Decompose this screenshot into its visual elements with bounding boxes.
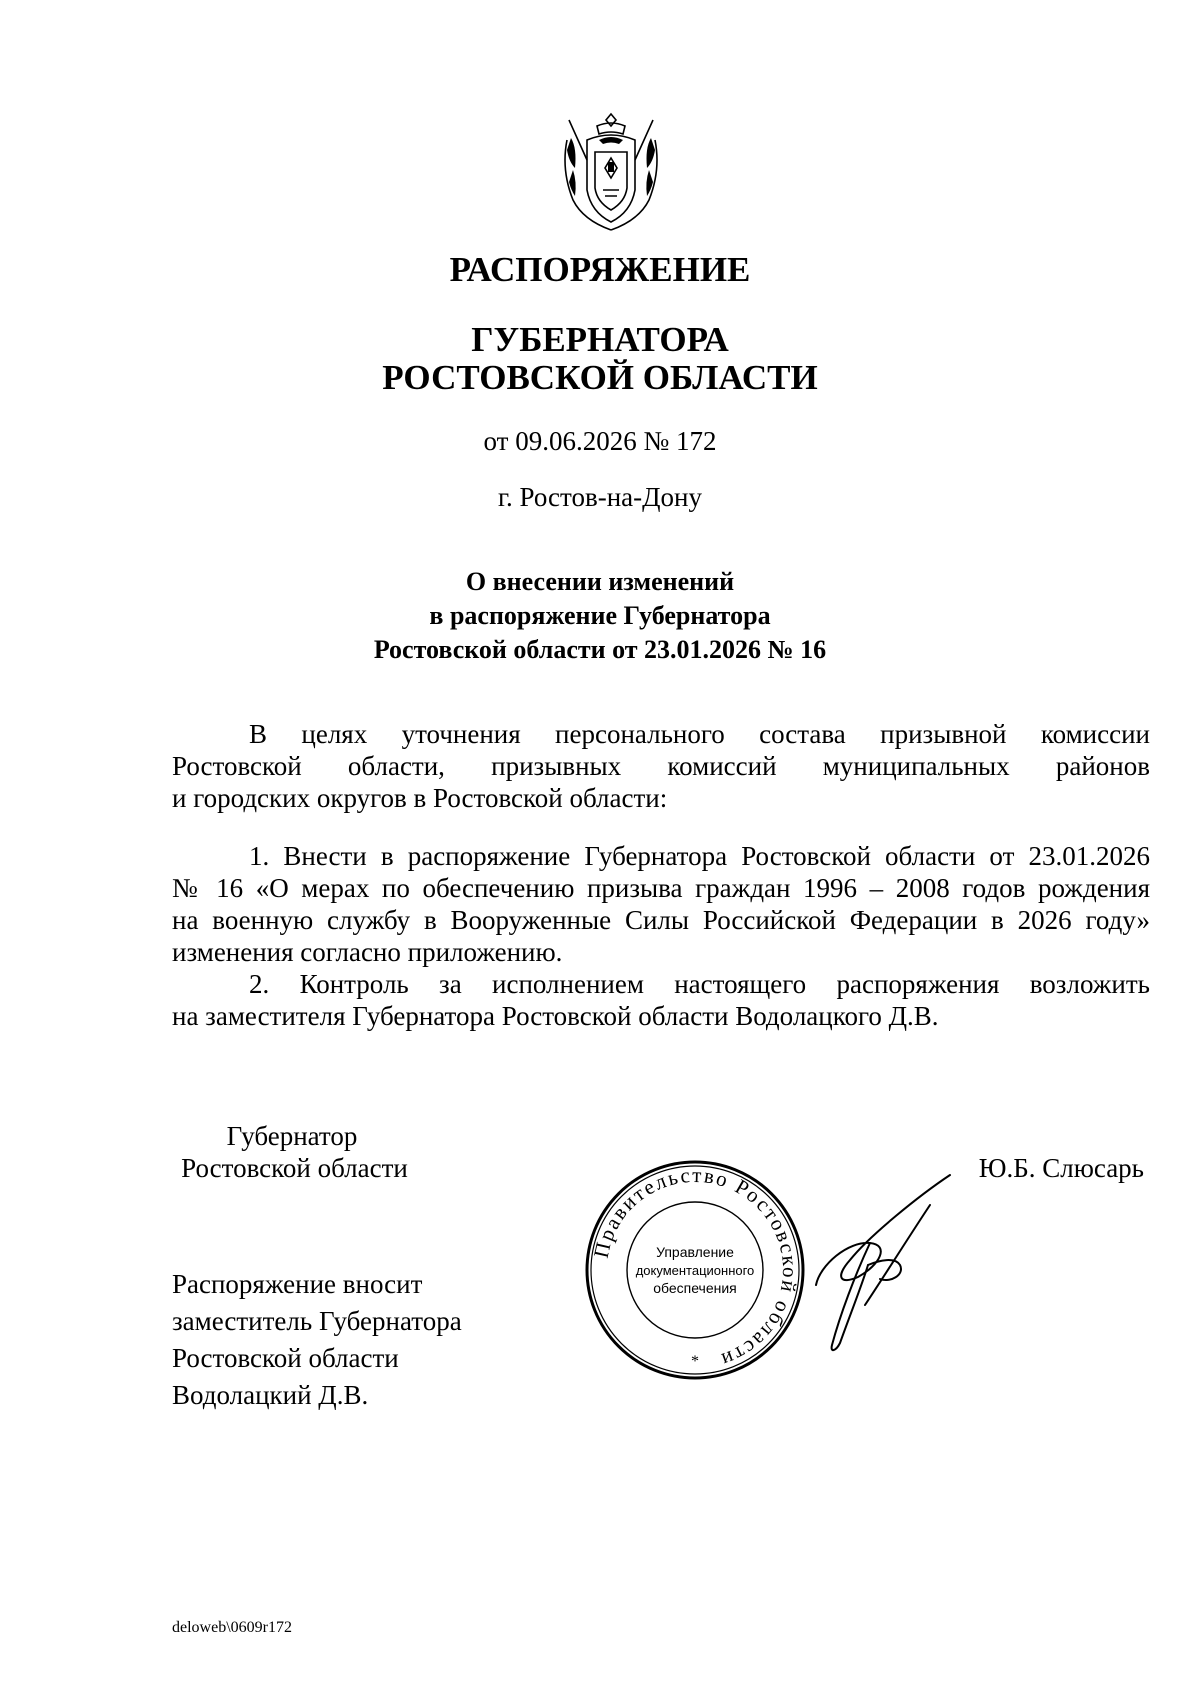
stamp-ring-text: Правительство Ростовской области	[588, 1162, 803, 1373]
official-stamp	[580, 1155, 810, 1385]
subject-line-2: в распоряжение Губернатора	[429, 601, 771, 630]
intro-line-1: В целях уточнения персонального состава призывной комиссии	[249, 719, 1150, 749]
file-reference: deloweb\0609r172	[172, 1619, 292, 1636]
handwritten-signature	[810, 1165, 960, 1375]
stamp-inner-line-2: документационного	[635, 1263, 755, 1278]
place-of-issue: г. Ростов-на-Дону	[497, 482, 702, 512]
submitted-by-line-2: заместитель Губернатора	[172, 1306, 462, 1336]
intro-line-3: и городских округов в Ростовской области:	[172, 783, 668, 813]
issuer-line-1: ГУБЕРНАТОРА	[471, 320, 729, 359]
document-type-heading: РАСПОРЯЖЕНИЕ	[449, 250, 751, 289]
submitted-by-line-4: Водолацкий Д.В.	[172, 1380, 369, 1410]
submitted-by-line-1: Распоряжение вносит	[172, 1269, 423, 1299]
item-2-line-2: на заместителя Губернатора Ростовской области Водолацкого Д.В.	[172, 1001, 939, 1031]
stamp-inner-line-3: обеспечения	[653, 1280, 737, 1296]
item-1-line-3: на военную службу в Вооруженные Силы Российской Федерации в 2026 году»	[172, 905, 1150, 935]
signatory-name: Ю.Б. Слюсарь	[978, 1153, 1144, 1183]
subject-line-3: Ростовской области от 23.01.2026 № 16	[373, 635, 827, 664]
item-1-line-4: изменения согласно приложению.	[172, 937, 563, 967]
item-1-line-2: № 16 «О мерах по обеспечению призыва граждан 1996 – 2008 годов рождения	[172, 873, 1150, 903]
signatory-position-line-2: Ростовской области	[181, 1153, 408, 1183]
intro-line-2: Ростовской области, призывных комиссий муниципальных районов	[172, 751, 1150, 781]
subject-line-1: О внесении изменений	[465, 567, 735, 596]
signatory-position-line-1: Губернатор	[226, 1121, 358, 1151]
item-1-line-1: 1. Внести в распоряжение Губернатора Ростовской области от 23.01.2026	[249, 841, 1150, 871]
stamp-star-icon: *	[691, 1353, 699, 1370]
submitted-by-line-3: Ростовской области	[172, 1343, 399, 1373]
date-number: от 09.06.2026 № 172	[483, 426, 717, 456]
item-2-line-1: 2. Контроль за исполнением настоящего распоряжения возложить	[249, 969, 1150, 999]
coat-of-arms-emblem	[559, 110, 663, 236]
stamp-inner-line-1: Управление	[656, 1244, 734, 1260]
issuer-line-2: РОСТОВСКОЙ ОБЛАСТИ	[382, 358, 818, 397]
